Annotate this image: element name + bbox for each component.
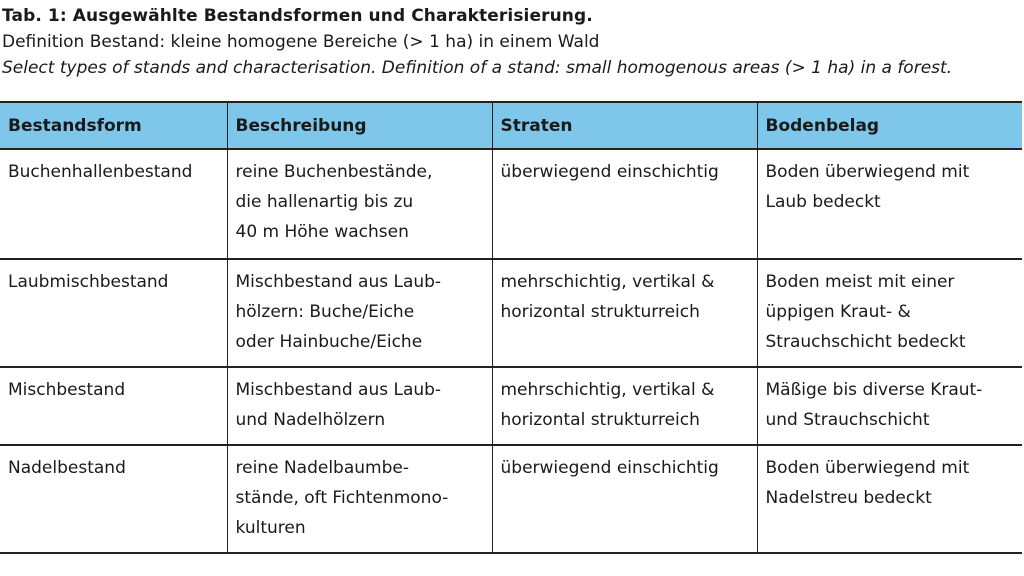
table-header-row bbox=[0, 102, 1022, 149]
cell-straten: überwiegend einschichtig bbox=[492, 445, 757, 553]
table-row bbox=[0, 259, 1022, 367]
cell-straten: mehrschichtig, vertikal & horizontal strukturreich bbox=[492, 259, 757, 367]
cell-beschreibung: Mischbestand aus Laub- und Nadelhölzern bbox=[227, 367, 492, 445]
cell-bodenbelag: Boden meist mit einer üppigen Kraut- & Strauchschicht bedeckt bbox=[757, 259, 1022, 367]
header-straten: Straten bbox=[492, 102, 757, 149]
cell-bestandsform: Laubmischbestand bbox=[0, 259, 227, 367]
header-beschreibung: Beschreibung bbox=[227, 102, 492, 149]
table-row bbox=[0, 445, 1022, 553]
table-caption bbox=[0, 4, 1024, 80]
cell-beschreibung: Mischbestand aus Laub- hölzern: Buche/Eiche oder Hainbuche/Eiche bbox=[227, 259, 492, 367]
header-bodenbelag: Bodenbelag bbox=[757, 102, 1022, 149]
table-title: Tab. 1: Ausgewählte Bestandsformen und Charakterisierung. bbox=[2, 6, 593, 26]
table-subtitle-de: Definition Bestand: kleine homogene Bereiche (> 1 ha) in einem Wald bbox=[2, 32, 600, 52]
table-row bbox=[0, 149, 1022, 259]
cell-beschreibung: reine Buchenbestände, die hallenartig bis zu 40 m Höhe wachsen bbox=[227, 149, 492, 259]
cell-beschreibung: reine Nadelbaumbe- stände, oft Fichtenmono- kulturen bbox=[227, 445, 492, 553]
cell-bestandsform: Buchenhallenbestand bbox=[0, 149, 227, 259]
table-subtitle-en: Select types of stands and characterisation. Definition of a stand: small homogenous areas (> 1 ha) in a forest. bbox=[2, 58, 953, 78]
cell-bodenbelag: Boden überwiegend mit Nadelstreu bedeckt bbox=[757, 445, 1022, 553]
cell-straten: überwiegend einschichtig bbox=[492, 149, 757, 259]
cell-bestandsform: Nadelbestand bbox=[0, 445, 227, 553]
cell-straten: mehrschichtig, vertikal & horizontal strukturreich bbox=[492, 367, 757, 445]
cell-bodenbelag: Boden überwiegend mit Laub bedeckt bbox=[757, 149, 1022, 259]
cell-bodenbelag: Mäßige bis diverse Kraut- und Strauchschicht bbox=[757, 367, 1022, 445]
stand-types-table bbox=[0, 101, 1022, 554]
table-row bbox=[0, 367, 1022, 445]
cell-bestandsform: Mischbestand bbox=[0, 367, 227, 445]
header-bestandsform: Bestandsform bbox=[0, 102, 227, 149]
